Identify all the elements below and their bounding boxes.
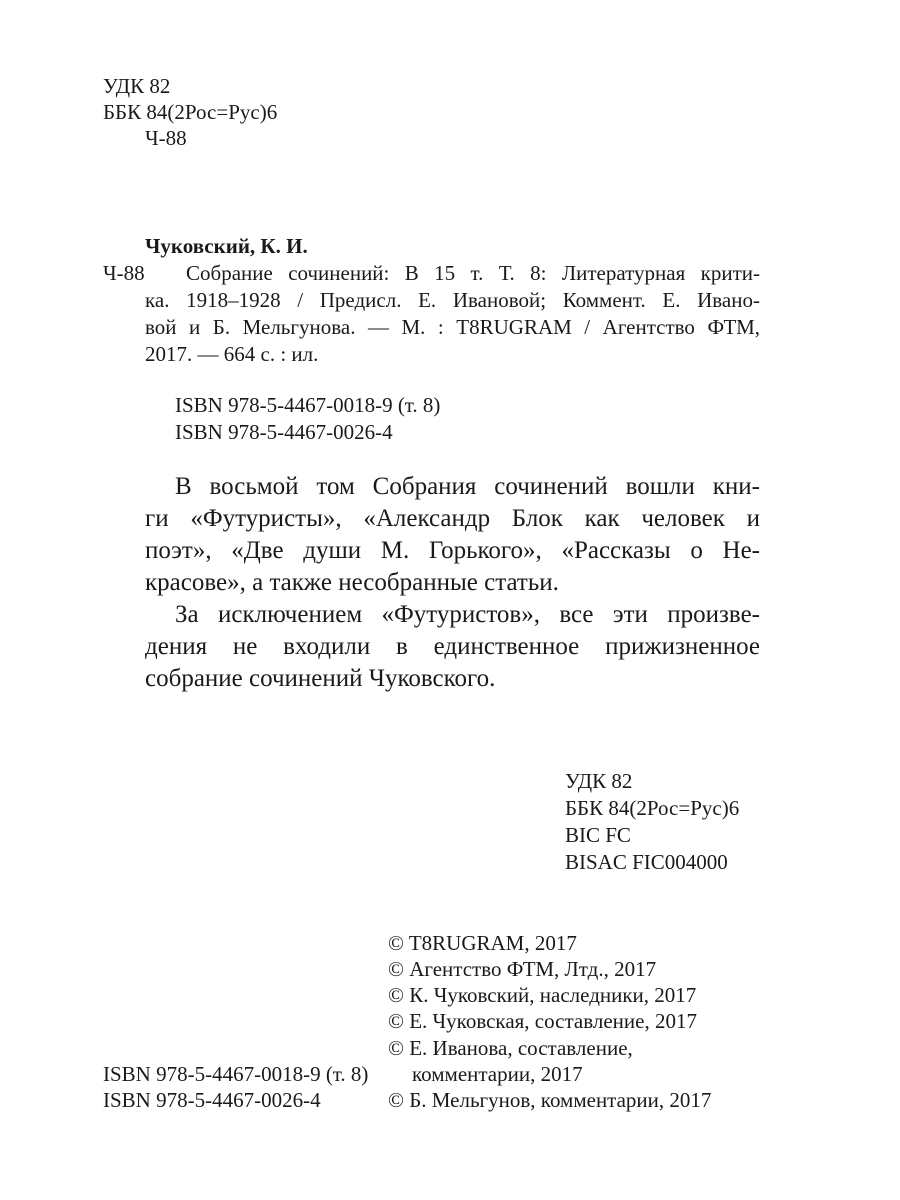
class-bic: BIC FC — [565, 823, 631, 847]
copyright-line-6: комментарии, 2017 — [412, 1062, 583, 1086]
copyright-line-1: © T8RUGRAM, 2017 — [388, 931, 577, 955]
copyright-line-2: © Агентство ФТМ, Лтд., 2017 — [388, 957, 657, 981]
annotation-line-6: дения не входили в единственное прижизненное — [145, 633, 760, 660]
bib-isbn-set: ISBN 978-5-4467-0026-4 — [175, 420, 393, 444]
bib-line-3: вой и Б. Мельгунова. — М. : T8RUGRAM / Агентство ФТМ, — [145, 315, 760, 339]
copyright-line-4: © Е. Чуковская, составление, 2017 — [388, 1009, 697, 1033]
annotation-line-1: В восьмой том Собрания сочинений вошли кни- — [175, 473, 760, 500]
annotation-line-7: собрание сочинений Чуковского. — [145, 665, 496, 692]
bib-line-2: ка. 1918–1928 / Предисл. Е. Ивановой; Коммент. Е. Ивано- — [145, 288, 760, 312]
footer-isbn-set: ISBN 978-5-4467-0026-4 — [103, 1088, 321, 1112]
copyright-line-5: © Е. Иванова, составление, — [388, 1036, 633, 1060]
header-udk: УДК 82 — [103, 74, 171, 98]
header-author-mark: Ч-88 — [145, 126, 187, 150]
bib-line-1: Собрание сочинений: В 15 т. Т. 8: Литературная крити- — [186, 261, 760, 285]
footer-isbn-volume: ISBN 978-5-4467-0018-9 (т. 8) — [103, 1062, 369, 1086]
copyright-line-3: © К. Чуковский, наследники, 2017 — [388, 983, 697, 1007]
bib-mark: Ч-88 — [103, 261, 145, 285]
annotation-line-2: ги «Футуристы», «Александр Блок как человек и — [145, 505, 760, 532]
copyright-line-7: © Б. Мельгунов, комментарии, 2017 — [388, 1088, 712, 1112]
bib-author: Чуковский, К. И. — [145, 234, 308, 258]
bib-line-4: 2017. — 664 с. : ил. — [145, 342, 319, 366]
header-bbk: ББК 84(2Рос=Рус)6 — [103, 100, 278, 124]
annotation-line-5: За исключением «Футуристов», все эти произве- — [175, 601, 760, 628]
bib-isbn-volume: ISBN 978-5-4467-0018-9 (т. 8) — [175, 393, 441, 417]
class-bisac: BISAC FIC004000 — [565, 850, 728, 874]
class-udk: УДК 82 — [565, 769, 633, 793]
class-bbk: ББК 84(2Рос=Рус)6 — [565, 796, 740, 820]
annotation-line-3: поэт», «Две души М. Горького», «Рассказы о Не- — [145, 537, 760, 564]
annotation-line-4: красове», а также несобранные статьи. — [145, 569, 559, 596]
